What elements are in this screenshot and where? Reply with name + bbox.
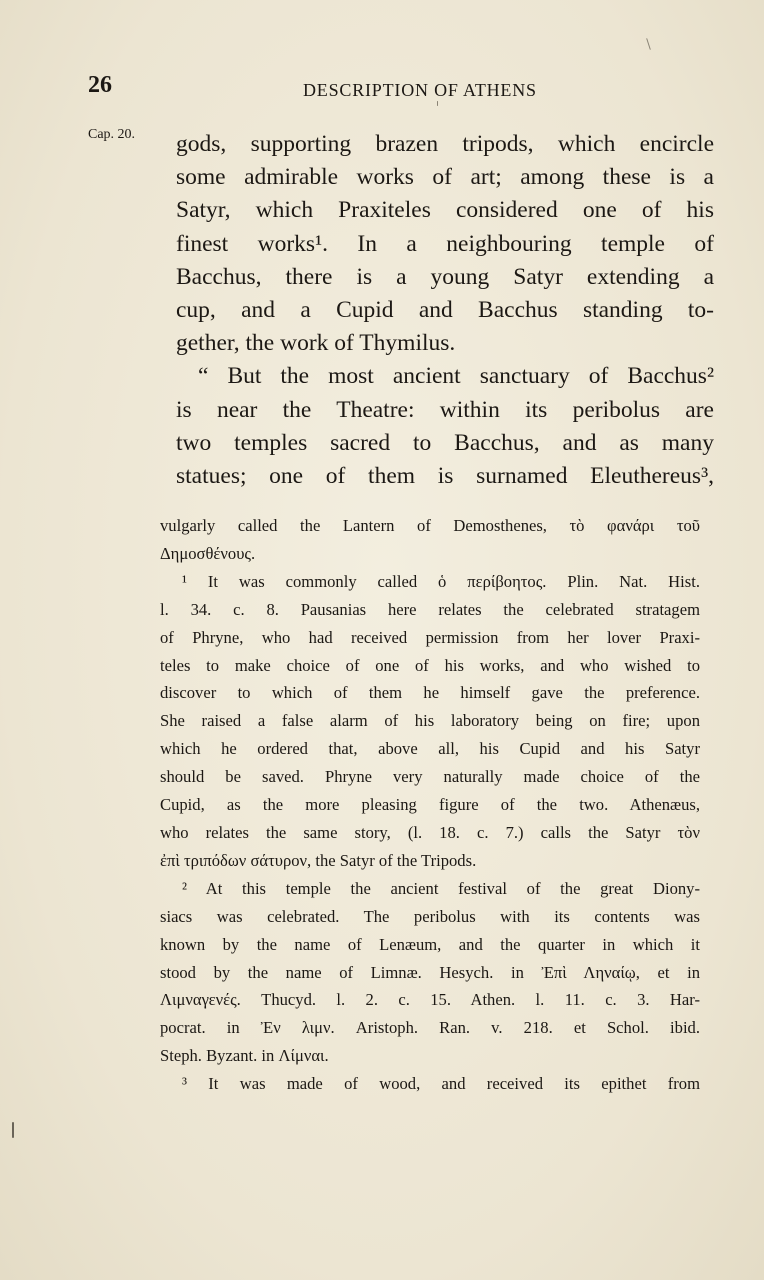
footnote-line: which he ordered that, above all, his Cupid and his Satyr bbox=[160, 739, 700, 759]
footnote-line: Steph. Byzant. in Λίμναι. bbox=[160, 1046, 329, 1066]
running-title: DESCRIPTION OF ATHENS bbox=[303, 80, 537, 100]
footnote-line: known by the name of Lenæum, and the quarter in which it bbox=[160, 934, 700, 954]
chapter-margin-note: Cap. 20. bbox=[88, 127, 136, 142]
footnote-line: should be saved. Phryne very naturally made choice of the bbox=[160, 767, 700, 787]
main-text-line: statues; one of them is surnamed Eleuthereus³, bbox=[176, 463, 714, 490]
paper-speck bbox=[12, 1122, 14, 1138]
footnote-line: discover to which of them he himself gave the preference. bbox=[160, 683, 700, 703]
main-text-line: two temples sacred to Bacchus, and as many bbox=[176, 429, 714, 456]
main-text-line: cup, and a Cupid and Bacchus standing to- bbox=[176, 297, 714, 324]
footnote-line: ² At this temple the ancient festival of the great Diony- bbox=[182, 878, 700, 898]
main-text-line: finest works¹. In a neighbouring temple of bbox=[176, 230, 714, 257]
footnote-line: ³ It was made of wood, and received its epithet from bbox=[182, 1074, 700, 1094]
footnote-line: l. 34. c. 8. Pausanias here relates the celebrated stratagem bbox=[160, 599, 700, 619]
paper-speck bbox=[646, 38, 651, 50]
footnote-line: Cupid, as the more pleasing figure of the two. Athenæus, bbox=[160, 795, 700, 815]
main-text-line: gods, supporting brazen tripods, which encircle bbox=[176, 131, 714, 157]
footnote-line: ἐπὶ τριπόδων σάτυρον, the Satyr of the Tripods. bbox=[160, 850, 477, 870]
main-text-line: is near the Theatre: within its peribolus are bbox=[176, 396, 714, 423]
footnote-line: pocrat. in Ἐν λιμν. Aristoph. Ran. v. 218. et Schol. ibid. bbox=[160, 1018, 700, 1038]
footnote-line: Δημοσθένους. bbox=[160, 543, 256, 563]
main-text-line: gether, the work of Thymilus. bbox=[176, 330, 456, 357]
footnote-line: Λιμναγενές. Thucyd. l. 2. c. 15. Athen. l. 11. c. 3. Har- bbox=[160, 990, 700, 1010]
footnote-line: vulgarly called the Lantern of Demosthenes, τὸ φανάρι τοῦ bbox=[160, 516, 700, 535]
footnote-line: She raised a false alarm of his laboratory being on fire; upon bbox=[160, 711, 700, 731]
page-number: 26 bbox=[88, 72, 112, 98]
footnote-line: who relates the same story, (l. 18. c. 7.) calls the Satyr τὸν bbox=[160, 822, 700, 842]
footnote-line: stood by the name of Limnæ. Hesych. in Ἐπὶ Ληναίῳ, et in bbox=[160, 962, 700, 982]
footnote-line: teles to make choice of one of his works, and who wished to bbox=[160, 655, 700, 675]
main-text-line: “ But the most ancient sanctuary of Bacchus² bbox=[198, 363, 714, 390]
main-text-line: some admirable works of art; among these is a bbox=[176, 164, 714, 191]
main-text-block bbox=[176, 128, 714, 493]
footnote-line: ¹ It was commonly called ὁ περίβοητος. Plin. Nat. Hist. bbox=[182, 571, 700, 591]
main-text-line: Bacchus, there is a young Satyr extending a bbox=[176, 263, 714, 290]
main-text-line: Satyr, which Praxiteles considered one of his bbox=[176, 197, 714, 224]
footnotes-block bbox=[160, 512, 700, 1098]
paper-speck bbox=[437, 101, 438, 106]
footnote-line: siacs was celebrated. The peribolus with its contents was bbox=[160, 906, 700, 926]
footnote-line: of Phryne, who had received permission from her lover Praxi- bbox=[160, 627, 700, 647]
